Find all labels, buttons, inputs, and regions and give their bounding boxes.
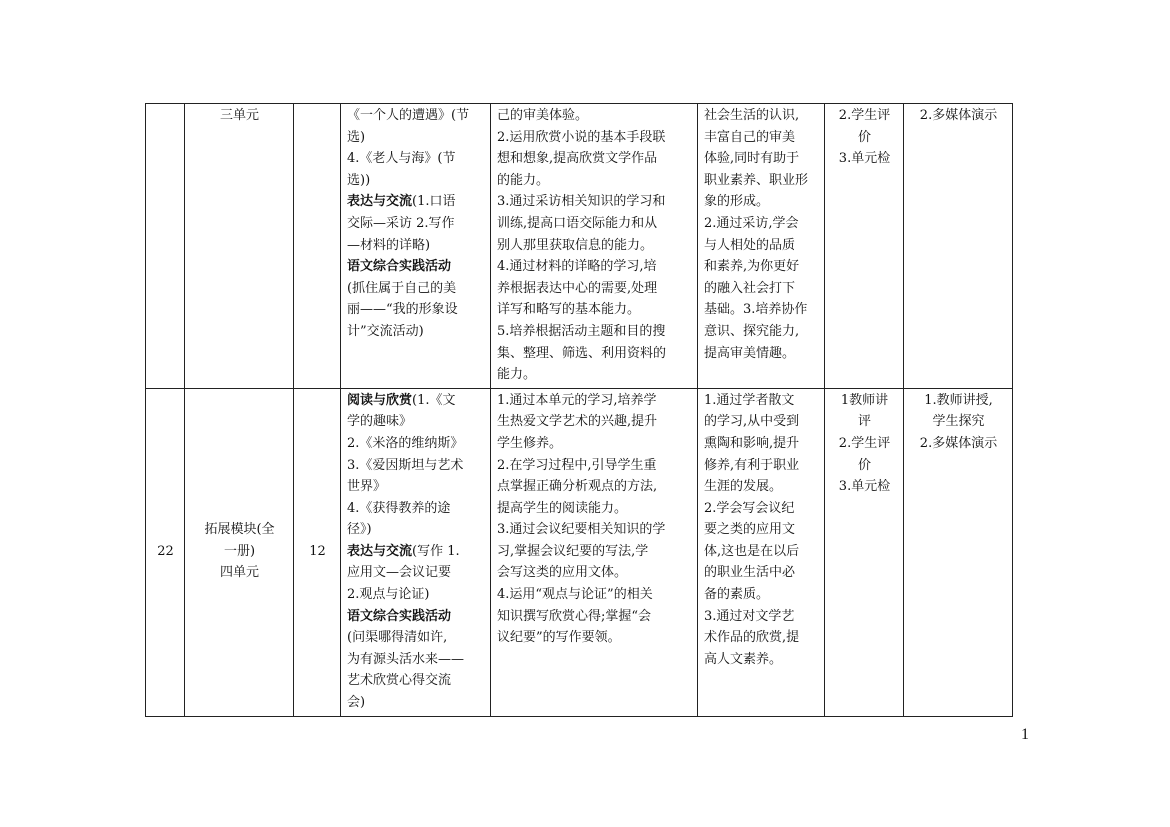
quality-line: 的学习,从中受到 xyxy=(704,414,800,430)
content-line xyxy=(347,105,485,127)
content-text: 学的趣味》 xyxy=(347,414,413,430)
quality-line: 提高审美情趣。 xyxy=(704,345,796,361)
goal-line: 会写这类的应用文体。 xyxy=(497,565,628,581)
content-line xyxy=(347,455,485,477)
content-text: (写作 1. xyxy=(412,543,460,559)
content-heading: 表达与交流 xyxy=(347,543,413,559)
quality-line: 和素养,为你更好 xyxy=(704,259,800,275)
quality-line: 的融入社会打下 xyxy=(704,280,796,296)
quality-line: 基础。3.培养协作 xyxy=(704,302,808,318)
content-text: 径》) xyxy=(347,522,372,538)
content-line xyxy=(347,562,485,584)
content-line xyxy=(347,670,485,692)
goal-line: 3.通过会议纪要相关知识的学 xyxy=(497,522,666,538)
content-text: 选) xyxy=(347,129,366,145)
row-number: 22 xyxy=(157,543,174,559)
content-line xyxy=(347,299,485,321)
module-line: 拓展模块(全 xyxy=(204,522,275,538)
content-line xyxy=(347,692,485,714)
content-text: 3.《爱因斯坦与艺术 xyxy=(347,457,464,473)
module-line: 一册) xyxy=(223,543,256,559)
row-number-cell xyxy=(146,388,185,716)
content-line xyxy=(347,519,485,541)
hours-cell xyxy=(294,104,341,389)
module-cell xyxy=(185,104,294,389)
quality-line: 职业素养、职业形 xyxy=(704,172,809,188)
quality-line: 体验,同时有助于 xyxy=(704,151,800,167)
quality-cell xyxy=(698,104,825,389)
content-text: (抓住属于自己的美 xyxy=(347,280,457,296)
evaluation-line: 3.单元检 xyxy=(838,479,891,495)
evaluation-line: 2.学生评 xyxy=(838,108,891,123)
content-line xyxy=(347,433,485,455)
content-line xyxy=(347,390,485,412)
quality-cell xyxy=(698,388,825,716)
quality-line: 高人文素养。 xyxy=(704,651,783,667)
quality-line: 生涯的发展。 xyxy=(704,479,783,495)
goal-line: 集、整理、筛选、利用资料的 xyxy=(497,345,667,361)
goal-line: 5.培养根据活动主题和目的搜 xyxy=(497,323,666,339)
goal-line: 的能力。 xyxy=(497,172,550,188)
method-line: 2.多媒体演示 xyxy=(919,435,998,451)
content-line xyxy=(347,256,485,278)
content-line xyxy=(347,278,485,300)
content-text: 计”交流活动) xyxy=(347,323,424,339)
content-line xyxy=(347,213,485,235)
content-line xyxy=(347,584,485,606)
lesson-plan-table xyxy=(145,103,1013,717)
goal-line: 详写和略写的基本能力。 xyxy=(497,302,641,318)
evaluation-line: 价 xyxy=(857,457,871,473)
goal-line: 4.通过材料的详略的学习,培 xyxy=(497,259,657,275)
content-text: (问渠哪得清如许, xyxy=(347,630,448,646)
method-line: 学生探究 xyxy=(932,414,985,430)
quality-line: 社会生活的认识, xyxy=(704,108,800,123)
goal-line: 想和想象,提高欣赏文学作品 xyxy=(497,151,658,167)
content-text: 交际—采访 2.写作 xyxy=(347,215,455,231)
method-cell xyxy=(904,388,1013,716)
goal-line: 点掌握正确分析观点的方法, xyxy=(497,479,658,495)
content-line xyxy=(347,649,485,671)
content-line xyxy=(347,170,485,192)
table-row xyxy=(146,104,1013,389)
content-line xyxy=(347,476,485,498)
method-cell xyxy=(904,104,1013,389)
goal-line: 2.在学习过程中,引导学生重 xyxy=(497,457,657,473)
content-text: 《一个人的遭遇》(节 xyxy=(347,108,470,123)
content-line xyxy=(347,411,485,433)
content-line xyxy=(347,627,485,649)
content-line xyxy=(347,235,485,257)
goal-line: 能力。 xyxy=(497,367,537,383)
row-number-cell xyxy=(146,104,185,389)
content-line xyxy=(347,127,485,149)
method-line: 2.多媒体演示 xyxy=(919,108,998,123)
module-cell xyxy=(185,388,294,716)
method-line: 1.教师讲授, xyxy=(924,392,993,408)
goal-line: 4.运用“观点与论证”的相关 xyxy=(497,587,653,603)
goal-line: 生热爱文学艺术的兴趣,提升 xyxy=(497,414,658,430)
content-heading: 阅读与欣赏 xyxy=(347,392,413,408)
goal-cell xyxy=(491,104,698,389)
content-line xyxy=(347,191,485,213)
content-text: 选)) xyxy=(347,172,371,188)
content-line xyxy=(347,498,485,520)
quality-line: 体,这也是在以后 xyxy=(704,543,800,559)
hours-value: 12 xyxy=(309,543,326,559)
content-text: 2.观点与论证) xyxy=(347,587,430,603)
content-text: 会) xyxy=(347,695,366,711)
evaluation-line: 1教师讲 xyxy=(840,392,889,408)
quality-line: 3.通过对文学艺 xyxy=(704,608,795,624)
evaluation-line: 2.学生评 xyxy=(838,435,891,451)
goal-line: 别人那里获取信息的能力。 xyxy=(497,237,654,253)
content-cell xyxy=(341,388,491,716)
quality-line: 备的素质。 xyxy=(704,587,770,603)
content-text: 为有源头活水来—— xyxy=(347,651,465,667)
quality-line: 2.学会写会议纪 xyxy=(704,500,795,516)
goal-line: 学生修养。 xyxy=(497,435,563,451)
evaluation-cell xyxy=(825,388,904,716)
evaluation-line: 评 xyxy=(857,414,871,430)
goal-line: 训练,提高口语交际能力和从 xyxy=(497,215,658,231)
page-number: 1 xyxy=(1021,726,1029,743)
goal-line: 提高学生的阅读能力。 xyxy=(497,500,628,516)
quality-line: 象的形成。 xyxy=(704,194,770,210)
quality-line: 熏陶和影响,提升 xyxy=(704,435,800,451)
content-text: (1.《文 xyxy=(412,392,456,408)
quality-line: 1.通过学者散文 xyxy=(704,392,795,408)
goal-line: 知识撰写欣赏心得;掌握“会 xyxy=(497,608,652,624)
evaluation-line: 价 xyxy=(857,129,871,145)
quality-line: 丰富自己的审美 xyxy=(704,129,796,145)
content-line xyxy=(347,321,485,343)
quality-line: 的职业生活中必 xyxy=(704,565,796,581)
content-line xyxy=(347,541,485,563)
quality-line: 意识、探究能力, xyxy=(704,323,800,339)
goal-line: 议纪要”的写作要领。 xyxy=(497,630,621,646)
goal-cell xyxy=(491,388,698,716)
evaluation-line: 3.单元检 xyxy=(838,151,891,167)
module-line: 四单元 xyxy=(219,565,259,581)
content-cell xyxy=(341,104,491,389)
evaluation-cell xyxy=(825,104,904,389)
content-text: —材料的详略) xyxy=(347,237,431,253)
table-row xyxy=(146,388,1013,716)
content-line xyxy=(347,148,485,170)
hours-cell xyxy=(294,388,341,716)
content-text: 丽——“我的形象设 xyxy=(347,302,458,318)
content-text: 4.《获得教养的途 xyxy=(347,500,451,516)
content-text: 艺术欣赏心得交流 xyxy=(347,673,452,689)
content-heading: 表达与交流 xyxy=(347,194,413,210)
content-text: 世界》 xyxy=(347,479,387,495)
quality-line: 要之类的应用文 xyxy=(704,522,796,538)
module-line: 三单元 xyxy=(219,108,259,123)
goal-line: 3.通过采访相关知识的学习和 xyxy=(497,194,666,210)
quality-line: 术作品的欣赏,提 xyxy=(704,630,800,646)
content-text: (1.口语 xyxy=(412,194,456,210)
content-line xyxy=(347,606,485,628)
goal-line: 1.通过本单元的学习,培养学 xyxy=(497,392,657,408)
quality-line: 与人相处的品质 xyxy=(704,237,796,253)
quality-line: 修养,有利于职业 xyxy=(704,457,800,473)
goal-line: 己的审美体验。 xyxy=(497,108,589,123)
content-text: 应用文—会议记要 xyxy=(347,565,452,581)
content-text: 2.《米洛的维纳斯》 xyxy=(347,435,464,451)
goal-line: 2.运用欣赏小说的基本手段联 xyxy=(497,129,666,145)
content-heading: 语文综合实践活动 xyxy=(347,608,452,624)
content-heading: 语文综合实践活动 xyxy=(347,259,452,275)
quality-line: 2.通过采访,学会 xyxy=(704,215,799,231)
goal-line: 习,掌握会议纪要的写法,学 xyxy=(497,543,649,559)
goal-line: 养根据表达中心的需要,处理 xyxy=(497,280,658,296)
content-text: 4.《老人与海》(节 xyxy=(347,151,456,167)
